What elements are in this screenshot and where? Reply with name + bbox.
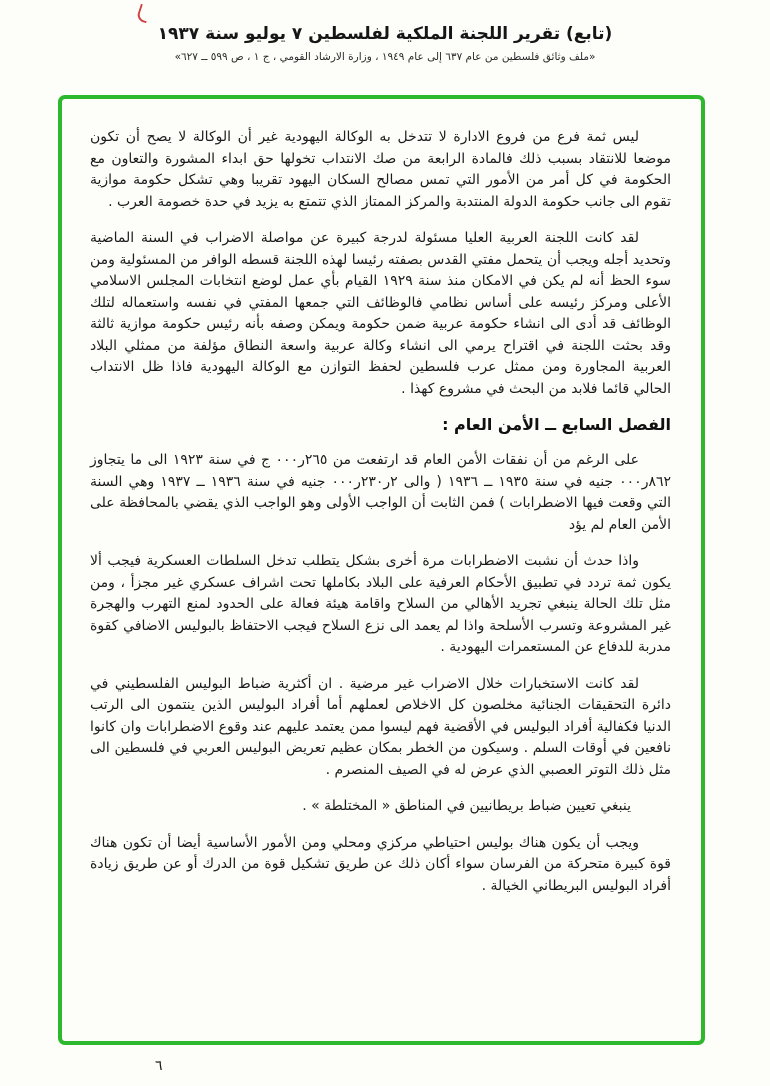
document-subtitle: «ملف وثائق فلسطين من عام ٦٣٧ إلى عام ١٩٤٩ ، وزارة الارشاد القومي ، ج ١ ، ص ٥٩٩ ــ ٦٢٧» xyxy=(174,51,596,63)
paragraph-martial-law: واذا حدث أن نشبت الاضطرابات مرة أخرى بشكل يتطلب تدخل السلطات العسكرية فيجب ألا يكون ثمة تردد في تطبيق الأحكام العرفية على البلاد بكاملها تحت اشراف عسكري غير مجزأ ، ومن مثل تلك الحالة ينبغي تجريد الأهالي من السلاح واقامة هيئة فعالة على الحدود لمنع التهرب والهجرة غير المشروعة وتسرب الأسلحة واذا لم يعمد الى نزع السلاح فيجب الاحتفاظ بالبوليس الاضافي كقوة مدربة للدفاع عن المستعمرات اليهودية . xyxy=(90,553,671,655)
green-highlight-box xyxy=(58,95,705,1045)
paragraph-british-officers: ينبغي تعيين ضباط بريطانيين في المناطق « المختلطة » . xyxy=(302,798,631,814)
page-number: ٦ xyxy=(155,1058,163,1074)
document-header xyxy=(0,0,770,63)
document-body xyxy=(90,127,671,897)
paragraph-intelligence-police: لقد كانت الاستخبارات خلال الاضراب غير مرضية . ان أكثرية ضباط البوليس الفلسطيني في دائرة التحقيقات الجنائية مخلصون كل الاخلاص لعملهم أما أفراد البوليس الذين ينتمون الى الرتب الدنيا فكفالية أفراد البوليس في الأقضية فهم ليسوا ممن يعتمد عليهم عند وقوع الاضطرابات وان كانوا نافعين في أوقات السلم . وسيكون من الخطر بمكان عظيم تعريض البوليس العربي في فلسطين الى مثل ذلك التوتر العصبي الذي عرض له في الصيف المنصرم . xyxy=(90,675,671,778)
paragraph-arab-higher-committee: لقد كانت اللجنة العربية العليا مسئولة لدرجة كبيرة عن مواصلة الاضراب في السنة الماضية وتحديد أجله ويجب أن يتحمل مفتي القدس بصفته رئيسا لهذه اللجنة قسطه الوافر من المسئولية ومن سوء الحظ أنه لم يكن في الامكان منذ سنة ١٩٢٩ القيام بأي عمل لوضع انتخابات المجلس الاسلامي الأعلى ومركز رئيسه على أساس نظامي فالوظائف التي جمعها المفتي في نفسه واستعماله لتلك الوظائف قد أدى الى انشاء حكومة عربية ضمن حكومة ويمكن وصفه بأنه رئيس حكومة موازية ثالثة وقد بحثت اللجنة في اقتراح يرمي الى انشاء وكالة عربية واسعة النطاق مؤلفة من ممثلي البلاد العربية المجاورة ومن ممثل عرب فلسطين لحفظ التوازن مع الوكالة اليهودية فاذا ظل الانتداب الحالي قائما فلابد من البحث في مشروع كهذا . xyxy=(90,230,671,397)
paragraph-reserve-police: ويجب أن يكون هناك بوليس احتياطي مركزي ومحلي ومن الأمور الأساسية أيضا أن تكون هناك قوة كبيرة متحركة من الفرسان سواء أكان ذلك عن طريق تشكيل قوة من الدرك أو عن طريق زيادة أفراد البوليس البريطاني الخيالة . xyxy=(90,834,671,894)
paragraph-security-expenditure: على الرغم من أن نفقات الأمن العام قد ارتفعت من ٢٦٥ر٠٠٠ ج في سنة ١٩٢٣ الى ما يتجاوز ٨٦٢ر٠٠٠ جنيه في سنة ١٩٣٥ ــ ١٩٣٦ ( والى ٢ر٢٣٠ر٠٠٠ جنيه في سنة ١٩٣٦ ــ ١٩٣٧ وهي السنة التي وقعت فيها الاضطرابات ) فمن الثابت أن الواجب الأولى وهو الواجب الذي يقضي بالمحافظة على الأمن العام لم يؤد xyxy=(90,452,672,533)
document-title: (تابع) تقرير اللجنة الملكية لفلسطين ٧ يوليو سنة ١٩٣٧ xyxy=(157,24,613,44)
paragraph-jewish-agency: ليس ثمة فرع من فروع الادارة لا تتدخل به الوكالة اليهودية غير أن الوكالة لا يصح أن تكون موضعا للانتقاد بسبب ذلك فالمادة الرابعة من صك الانتداب تخولها حق ابداء المشورة والتعاون مع الحكومة في كل أمر من الأمور التي تمس مصالح السكان اليهود تقريبا وهي تشكل حكومة موازية تقوم الى جانب حكومة الدولة المنتدبة والمركز الممتاز الذي تتمتع به يزيد في حدة خصومة العرب . xyxy=(90,129,671,210)
section-heading-chapter-seven-public-security: الفصل السابع ــ الأمن العام : xyxy=(442,415,671,434)
